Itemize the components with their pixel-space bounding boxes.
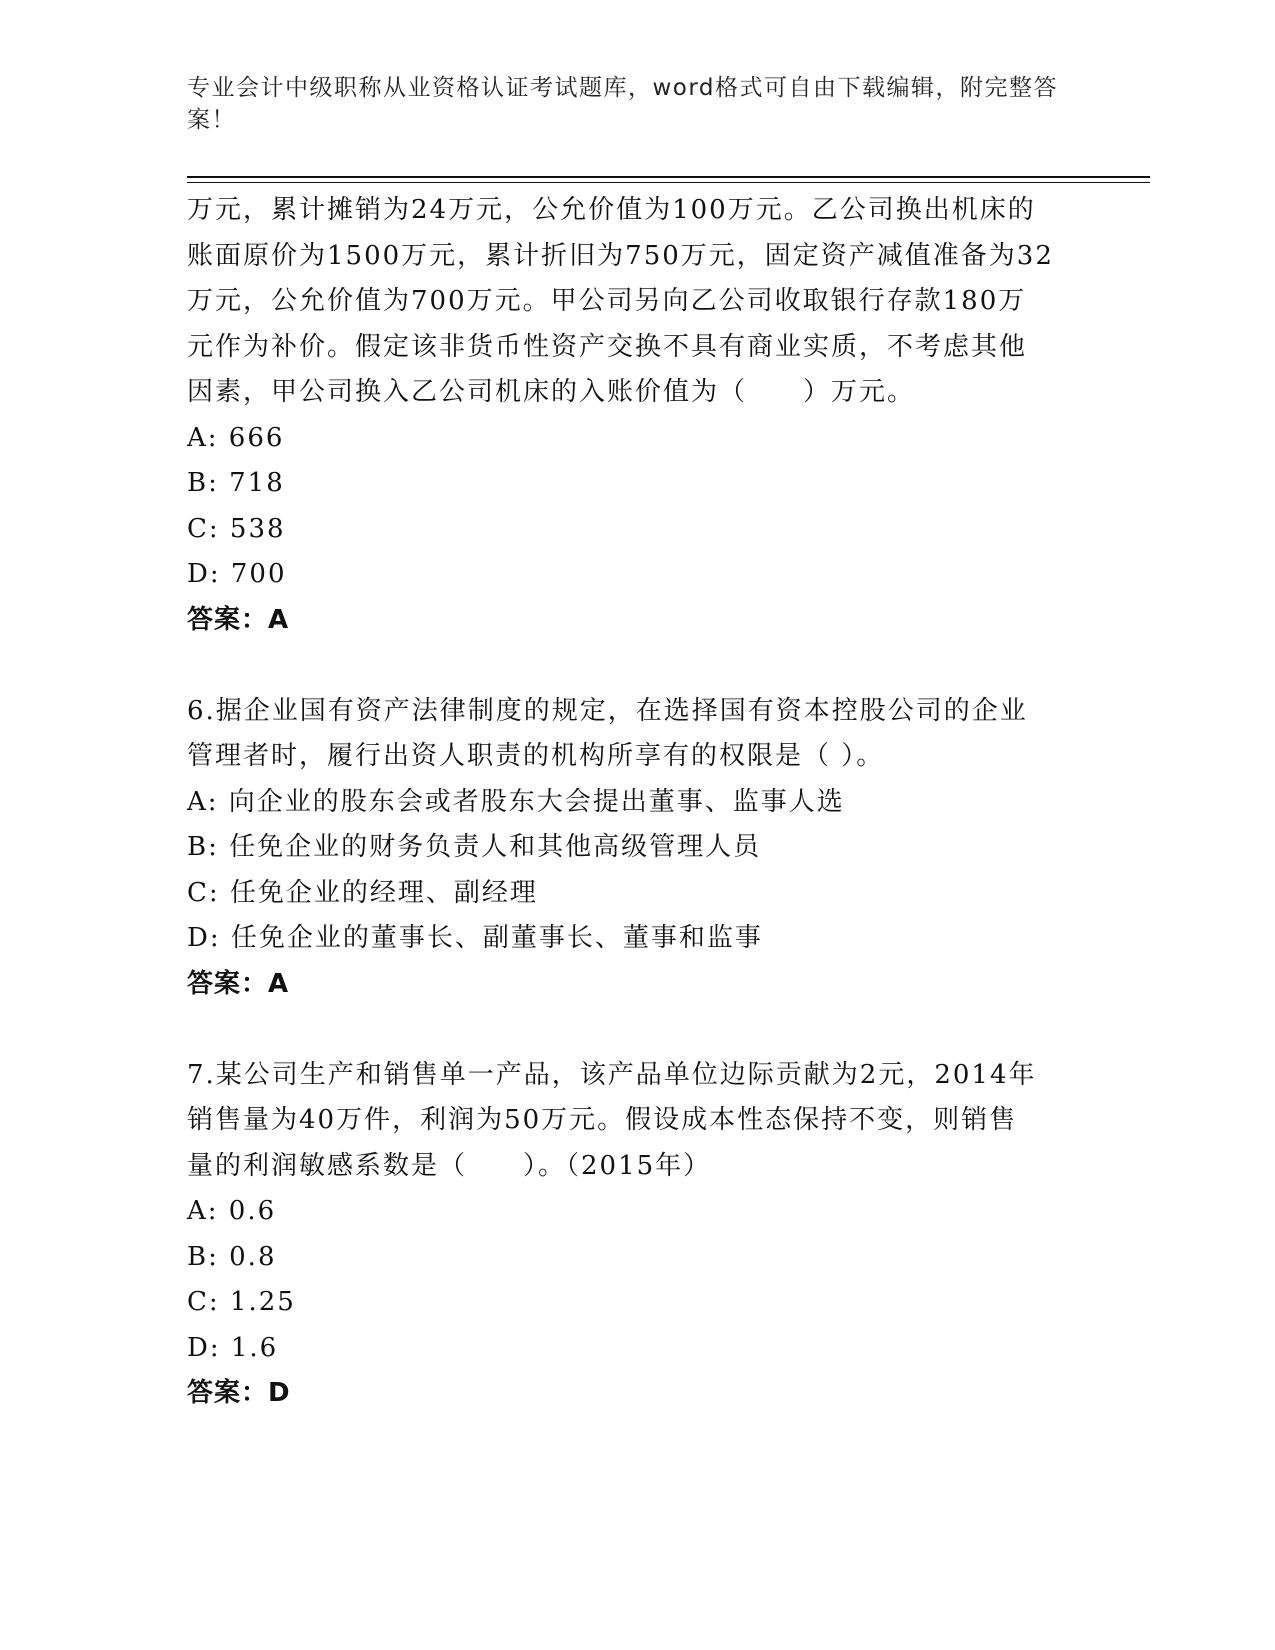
question-content	[187, 188, 1087, 1417]
spacer	[187, 643, 1087, 689]
question-text-line: 7.某公司生产和销售单一产品，该产品单位边际贡献为2元，2014年	[187, 1059, 1037, 1090]
question-text-line: 因素，甲公司换入乙公司机床的入账价值为（ ）万元。	[187, 377, 916, 407]
question-5	[187, 188, 1087, 643]
spacer	[187, 1007, 1087, 1053]
option-a: A: 0.6	[187, 1196, 277, 1226]
question-6	[187, 689, 1087, 1008]
option-c: C: 1.25	[187, 1287, 296, 1317]
header-line-2: 案！	[187, 107, 236, 133]
option-c: C: 任免企业的经理、副经理	[187, 877, 538, 908]
answer-line: 答案：A	[187, 968, 290, 999]
option-a: A: 向企业的股东会或者股东大会提出董事、监事人选	[187, 786, 845, 817]
option-d: D: 1.6	[187, 1332, 279, 1363]
question-text-line: 6.据企业国有资产法律制度的规定，在选择国有资本控股公司的企业	[187, 695, 1028, 726]
question-text-line: 销售量为40万件，利润为50万元。假设成本性态保持不变，则销售	[187, 1105, 1018, 1135]
option-b: B: 718	[187, 468, 285, 498]
question-text-line: 账面原价为1500万元，累计折旧为750万元，固定资产减值准备为32	[187, 240, 1054, 271]
answer-line: 答案：A	[187, 604, 290, 635]
question-7	[187, 1053, 1087, 1417]
header-divider-thin	[187, 182, 1150, 183]
answer-line: 答案：D	[187, 1378, 291, 1408]
page-header	[187, 72, 1067, 136]
option-c: C: 538	[187, 513, 286, 544]
question-text-line: 管理者时，履行出资人职责的机构所享有的权限是（ ）。	[187, 741, 885, 771]
question-text-line: 元作为补价。假定该非货币性资产交换不具有商业实质，不考虑其他	[187, 331, 1028, 362]
option-d: D: 700	[187, 559, 287, 589]
header-divider-thick	[187, 176, 1150, 178]
option-a: A: 666	[187, 422, 285, 453]
option-b: B: 任免企业的财务负责人和其他高级管理人员	[187, 832, 762, 862]
header-line-1: 专业会计中级职称从业资格认证考试题库，word格式可自由下载编辑，附完整答	[187, 75, 1059, 101]
question-text-line: 万元，累计摊销为24万元，公允价值为100万元。乙公司换出机床的	[187, 195, 1036, 225]
question-text-line: 量的利润敏感系数是（ ）。（2015年）	[187, 1150, 712, 1181]
question-text-line: 万元，公允价值为700万元。甲公司另向乙公司收取银行存款180万	[187, 286, 1027, 316]
option-b: B: 0.8	[187, 1241, 277, 1272]
option-d: D: 任免企业的董事长、副董事长、董事和监事	[187, 923, 763, 953]
